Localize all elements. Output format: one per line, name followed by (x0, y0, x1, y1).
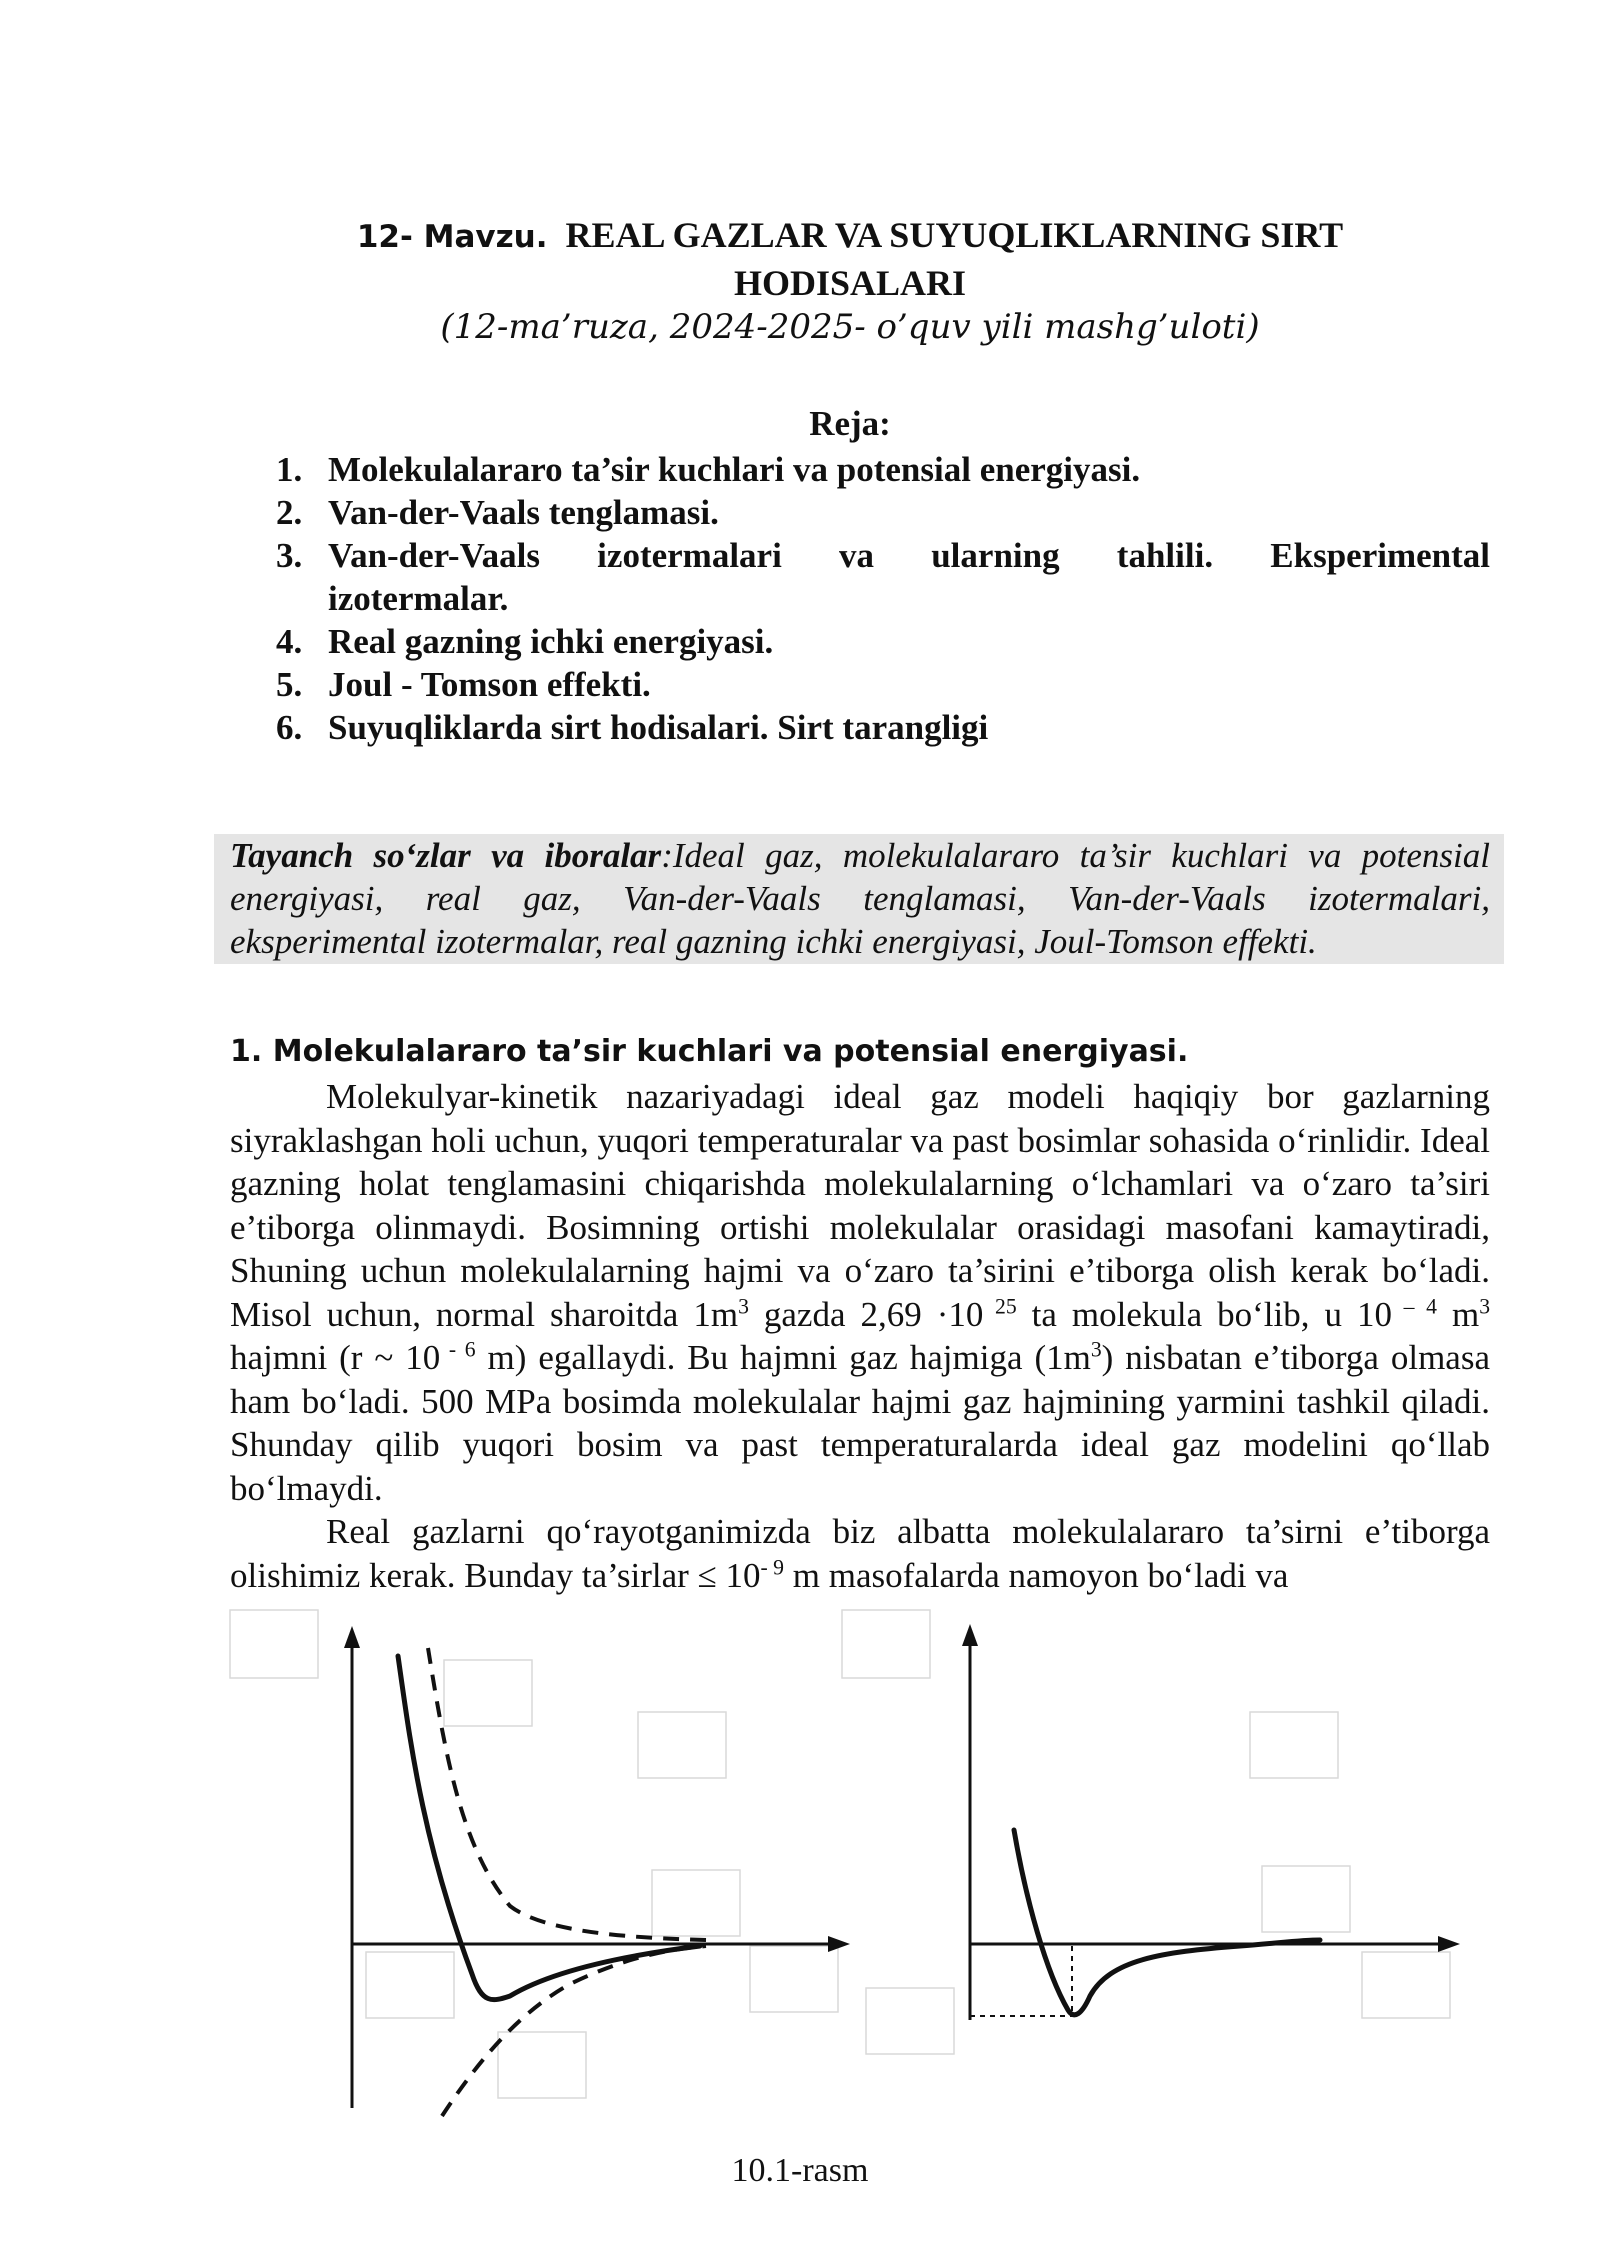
page-title (230, 212, 1470, 306)
label-box (230, 1610, 318, 1678)
superscript: - 6 (440, 1337, 476, 1362)
superscript: – 4 (1391, 1293, 1437, 1318)
label-box (750, 1946, 838, 2012)
text-run: ) nisbatan e’tiborga olmasa ham bo‘ladi. 500 MPa bosimda molekulalar hajmi gaz hajmining yarmini tashkil qiladi. Shunday qilib yuqori bosim va past temperaturalarda ideal gaz modelini qo‘llab bo‘lmaydi. (230, 1338, 1490, 1508)
plan-item-number: 5. (276, 665, 303, 704)
label-box (1362, 1952, 1450, 2018)
plan-item-number: 6. (276, 708, 303, 747)
plan-item-text-continued: izotermalar. (328, 579, 509, 618)
plan-item-text: Real gazning ichki energiyasi. (328, 622, 774, 661)
text-run: m masofalarda namoyon bo‘ladi va (784, 1555, 1289, 1595)
title-line2: HODISALARI (733, 263, 967, 303)
title-line1: REAL GAZLAR VA SUYUQLIKLARNING SIRT (565, 215, 1344, 255)
plan-item (276, 706, 1490, 749)
plan-list (276, 448, 1490, 749)
potential-energy-figure (210, 1600, 1510, 2130)
plan-item-number: 1. (276, 450, 303, 489)
text-run: gazda 2,69 ·10 (748, 1294, 984, 1334)
superscript: - 9 (760, 1554, 784, 1579)
section-body (230, 1075, 1490, 1597)
plan-item-text: Van-der-Vaals izotermalari va ularning tahlili. Eksperimental (328, 536, 1490, 575)
plan-item (276, 448, 1490, 491)
superscript: 3 (738, 1293, 749, 1318)
superscript: 3 (1479, 1293, 1491, 1318)
superscript: 25 (983, 1293, 1017, 1318)
page-subtitle: (12-ma’ruza, 2024-2025- o’quv yili mashg’uloti) (440, 307, 1260, 347)
plan-item-text: Molekulalararo ta’sir kuchlari va potensial energiyasi. (328, 450, 1141, 489)
paragraph-2 (230, 1510, 1490, 1597)
label-box (866, 1988, 954, 2054)
x-axis-arrow-icon (1438, 1936, 1460, 1952)
title-prefix: 12- Mavzu. (356, 219, 548, 255)
x-axis-arrow-icon (828, 1936, 850, 1952)
plan-item (276, 663, 1490, 706)
y-axis-arrow-icon (344, 1626, 360, 1648)
label-box (366, 1952, 454, 2018)
plan-item-number: 4. (276, 622, 303, 661)
keywords-paragraph (214, 834, 1504, 963)
text-run: Real gazlarni qo‘rayotganimizda biz albatta molekulalararo ta’sirni e’tiborga olishimiz kerak. Bunday ta’sirlar ≤ 10 (230, 1512, 1490, 1595)
label-box (638, 1712, 726, 1778)
text-run: Molekulyar-kinetik nazariyadagi ideal gaz modeli haqiqiy bor gazlarning siyraklashgan holi uchun, yuqori temperaturalar va past bosimlar sohasida o‘rinlidir. Ideal gazning holat tenglamasini chiqarishda molekulalarning o‘lchamlari va o‘zaro ta’siri e’tiborga olinmaydi. Bosimning ortishi molekulalar orasidagi masofani kamaytiradi, Shuning uchun molekulalarning hajmi va o‘zaro ta’sirini e’tiborga olish kerak bo‘ladi. Misol uchun, normal sharoitda 1m (230, 1077, 1490, 1334)
superscript: 3 (1090, 1337, 1102, 1362)
plan-item (276, 491, 1490, 534)
label-box (498, 2032, 586, 2098)
label-box (1262, 1866, 1350, 1932)
paragraph-1 (230, 1075, 1490, 1510)
text-run: m) egallaydi. Bu hajmni gaz hajmiga (1m (475, 1338, 1091, 1377)
y-axis-arrow-icon (962, 1624, 978, 1646)
text-run: hajmni (r ~ 10 (230, 1338, 441, 1377)
keywords-box (214, 834, 1504, 964)
label-placeholders (230, 1610, 1450, 2098)
plan-heading: Reja: (809, 404, 891, 443)
left-graph (344, 1626, 850, 2116)
plan-item-number: 2. (276, 493, 303, 532)
label-box (652, 1870, 740, 1936)
plan-item-number: 3. (276, 536, 303, 575)
figure-caption: 10.1-rasm (731, 2152, 869, 2189)
section-heading: 1. Molekulalararo ta’sir kuchlari va potensial energiyasi. (230, 1034, 1189, 1069)
keywords-label: Tayanch so‘zlar va iboralar (230, 836, 662, 875)
text-run: m (1436, 1294, 1480, 1334)
label-box (1250, 1712, 1338, 1778)
label-box (842, 1610, 930, 1678)
label-box (444, 1660, 532, 1726)
plan-item-text: Joul - Tomson effekti. (328, 665, 651, 704)
keywords-text: :Ideal gaz, molekulalararo ta’sir kuchlari va potensial energiyasi, real gaz, Van-der-Vaals tenglamasi, Van-der-Vaals izotermalari, eksperimental izotermalar, real gazning ichki energiyasi, Joul-Tomson effekti. (230, 836, 1491, 961)
plan-item-text: Van-der-Vaals tenglamasi. (328, 493, 719, 532)
text-run: ta molekula bo‘lib, u 10 (1016, 1294, 1392, 1334)
plan-item (276, 620, 1490, 663)
plan-item-text: Suyuqliklarda sirt hodisalari. Sirt tarangligi (328, 708, 989, 747)
plan-item (276, 534, 1490, 620)
